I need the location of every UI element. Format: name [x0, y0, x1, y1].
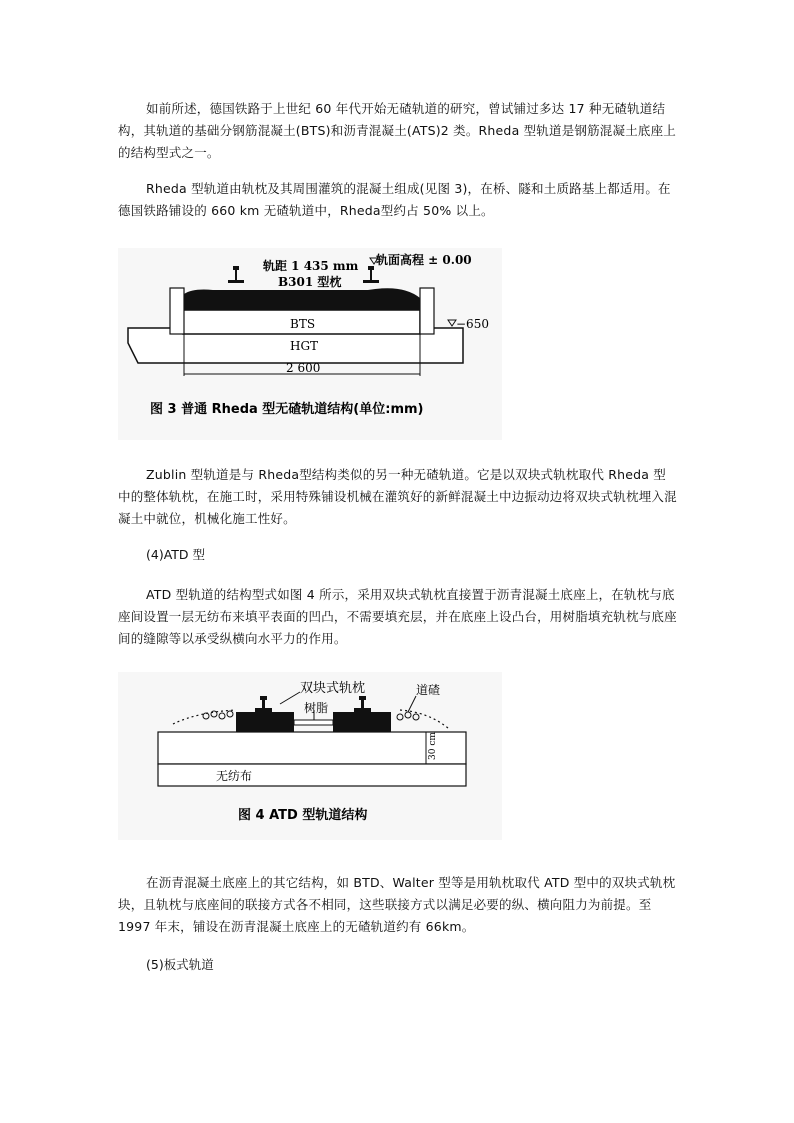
thickness-label: 30 cm: [428, 732, 438, 760]
paragraph-rheda-structure: Rheda 型轨道由轨枕及其周围灌筑的混凝土组成(见图 3)，在桥、隧和土质路基上都适用。在德国铁路铺设的 660 km 无碴轨道中，Rheda型约占 50% 以上。: [118, 181, 671, 218]
width-label: 2 600: [286, 361, 321, 375]
ballast-stones-right: [397, 712, 419, 720]
depth-marker: [448, 320, 456, 326]
ballast-leader: [408, 696, 416, 712]
heading-atd: (4)ATD 型: [146, 547, 206, 562]
rail-level-label: 轨面高程 ± 0.00: [376, 253, 472, 267]
paragraph-atd: ATD 型轨道的结构型式如图 4 所示，采用双块式轨枕直接置于沥青混凝土底座上，在轨枕与底座间设置一层无纺布来填平表面的凹凸，不需要填充层，并在底座上设凸台，用树脂填充轨枕与底座间的缝隙等以承受纵横向水平力的作用。: [118, 587, 677, 646]
sleeper-label: 双块式轨枕: [300, 681, 366, 696]
figure-3-svg: [118, 248, 502, 440]
right-wall: [420, 288, 434, 334]
sleeper-label: B301 型枕: [278, 275, 342, 289]
right-ballast-slope: [400, 710, 448, 728]
sleeper-leader: [280, 692, 300, 704]
left-rail: [228, 266, 244, 283]
right-rail: [354, 696, 371, 712]
figure-4-caption: 图 4 ATD 型轨道结构: [238, 808, 368, 823]
left-rail: [255, 696, 272, 712]
depth-label: −650: [456, 317, 489, 331]
fabric-layer: [158, 764, 466, 786]
asphalt-base: [158, 732, 466, 764]
sleeper-block-right: [333, 712, 391, 732]
figure-4-svg: [118, 672, 502, 840]
gauge-label: 轨距 1 435 mm: [263, 259, 359, 273]
paragraph-other-structures: 在沥青混凝土底座上的其它结构，如 BTD、Walter 型等是用轨枕取代 ATD 型中的双块式轨枕块，且轨枕与底座间的联接方式各不相同，这些联接方式以满足必要的纵、横向阻力为前提。至 1997 年末，铺设在沥青混凝土底座上的无碴轨道约有 66km。: [118, 875, 676, 934]
right-rail: [363, 266, 379, 283]
bts-label: BTS: [290, 317, 316, 331]
heading-slab-track: (5)板式轨道: [146, 957, 214, 972]
fabric-label: 无纺布: [216, 769, 253, 783]
paragraph-zublin: Zublin 型轨道是与 Rheda型结构类似的另一种无碴轨道。它是以双块式轨枕取代 Rheda 型中的整体轨枕，在施工时，采用特殊铺设机械在灌筑好的新鲜混凝土中边振动边将双块式轨枕埋入混凝土中就位，机械化施工性好。: [118, 467, 677, 526]
sleeper-block-left: [236, 712, 294, 732]
figure-3-caption: 图 3 普通 Rheda 型无碴轨道结构(单位:mm): [150, 402, 424, 417]
resin-label: 树脂: [304, 701, 329, 715]
left-wall: [170, 288, 184, 334]
left-ballast-slope: [173, 710, 236, 724]
figure-3-rheda-diagram: [118, 248, 502, 440]
b301-sleeper: [184, 288, 420, 310]
resin-tie-bar: [294, 720, 333, 725]
ballast-label: 道碴: [416, 683, 441, 697]
hgt-label: HGT: [290, 339, 319, 353]
paragraph-rheda-intro: 如前所述，德国铁路于上世纪 60 年代开始无碴轨道的研究，曾试铺过多达 17 种无碴轨道结构，其轨道的基础分钢筋混凝土(BTS)和沥青混凝土(ATS)2 类。Rheda 型轨道是钢筋混凝土底座上的结构型式之一。: [118, 101, 676, 160]
figure-4-atd-diagram: [118, 672, 502, 840]
